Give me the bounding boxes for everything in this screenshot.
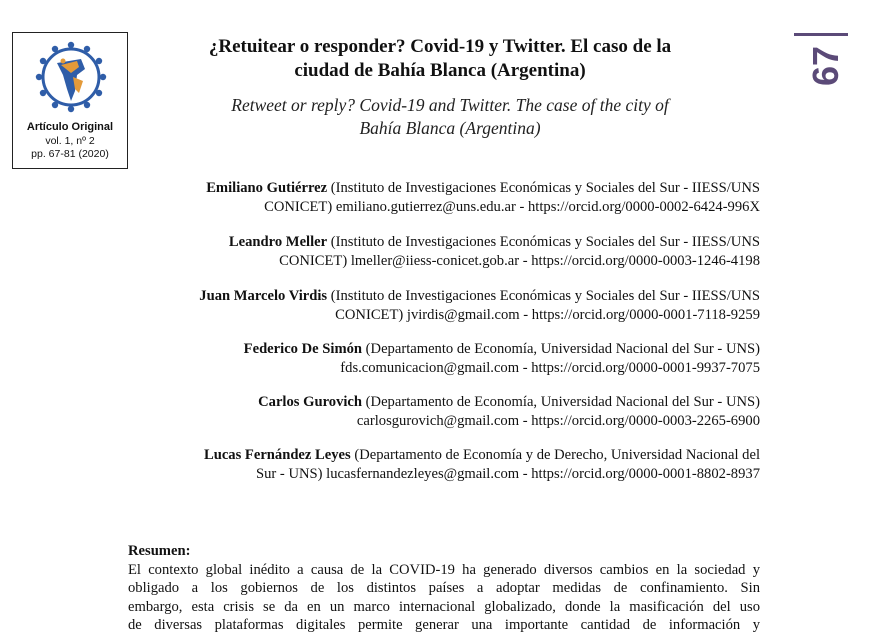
title-english [180,94,720,140]
author-contact: carlosgurovich@gmail.com - https://orcid.org/0000-0003-2265-6900 [356,412,760,429]
abstract-line: embargo, esta crisis se da en un marco internacional globalizado, donde la masificación del uso [128,598,760,615]
author-entry [140,179,760,216]
title-spanish [170,35,710,83]
author-name: Carlos Gurovich [258,394,363,410]
author-affiliation: (Departamento de Economía y de Derecho, Universidad Nacional del [350,447,760,463]
author-name: Lucas Fernández Leyes [203,447,351,463]
author-entry [140,340,760,377]
abstract-section [128,542,760,635]
title-spanish-line1: ¿Retuitear o responder? Covid-19 y Twitter. El caso de la [208,36,672,57]
journal-logo-icon [33,39,109,115]
author-contact: CONICET) lmeller@iiess-conicet.gob.ar - https://orcid.org/0000-0003-1246-4198 [279,252,760,269]
author-contact: CONICET) jvirdis@gmail.com - https://orcid.org/0000-0001-7118-9259 [335,306,760,323]
journal-info-box [12,32,128,169]
title-english-line1: Retweet or reply? Covid-19 and Twitter. The case of the city of [231,95,669,115]
author-affiliation: (Instituto de Investigaciones Económicas y Sociales del Sur - IIESS/UNS [327,180,760,196]
abstract-line: obligado a los gobiernos de los distintos países a adoptar medidas de confinamiento. Sin [128,580,760,596]
abstract-line: El contexto global inédito a causa de la COVID-19 ha generado diversos cambios en la sociedad y [128,561,760,578]
title-spanish-line2: ciudad de Bahía Blanca (Argentina) [294,60,586,81]
volume-label: vol. 1, nº 2 [45,135,95,147]
author-affiliation: (Instituto de Investigaciones Económicas y Sociales del Sur - IIESS/UNS [327,234,760,250]
page-number: 67 [805,45,846,87]
author-entry [140,287,760,324]
author-affiliation: (Instituto de Investigaciones Económicas y Sociales del Sur - IIESS/UNS [327,288,760,304]
abstract-line: de diversas plataformas digitales permite generar una importante cantidad de información y [128,617,760,633]
author-name: Emiliano Gutiérrez [206,180,328,196]
author-contact: fds.comunicacion@gmail.com - https://orcid.org/0000-0001-9937-7075 [340,359,760,376]
author-contact: CONICET) emiliano.gutierrez@uns.edu.ar - https://orcid.org/0000-0002-6424-996X [264,198,760,215]
author-entry [140,233,760,270]
author-contact: Sur - UNS) lucasfernandezleyes@gmail.com - https://orcid.org/0000-0001-8802-8937 [256,465,760,482]
author-affiliation: (Departamento de Economía, Universidad Nacional del Sur - UNS) [362,341,760,357]
author-name: Federico De Simón [243,341,363,357]
author-affiliation: (Departamento de Economía, Universidad Nacional del Sur - UNS) [362,394,760,410]
pages-label: pp. 67-81 (2020) [31,148,109,160]
author-name: Juan Marcelo Virdis [199,288,328,304]
article-type-label: Artículo Original [26,121,114,133]
title-english-line2: Bahía Blanca (Argentina) [359,118,541,138]
author-entry [140,393,760,430]
author-name: Leandro Meller [228,234,328,250]
abstract-heading: Resumen: [128,543,191,559]
author-entry [140,446,760,483]
